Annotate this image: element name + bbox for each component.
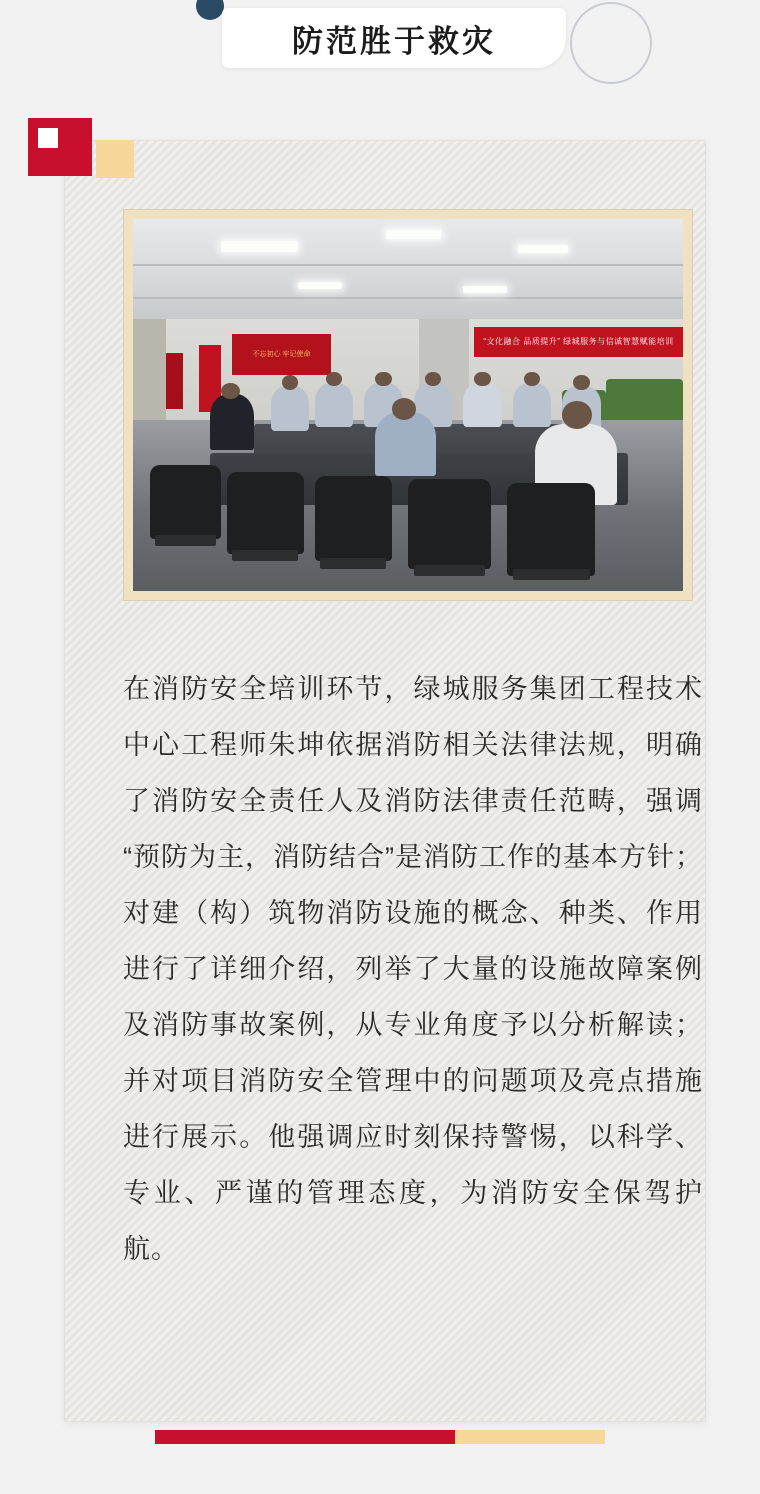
decorative-red-square [28, 118, 92, 176]
footer-yellow-bar [455, 1430, 605, 1444]
photo-person [210, 394, 254, 450]
photo-person-head [375, 372, 392, 387]
photo-red-flag [166, 353, 183, 409]
photo-wall-sign: 不忘初心 牢记使命 [232, 334, 331, 375]
photo-frame [123, 209, 693, 601]
page-footer [0, 1430, 760, 1448]
photo-chair [227, 472, 304, 554]
page-title: 防范胜于救灾 [292, 23, 496, 59]
photo-person-head [573, 375, 590, 390]
decorative-ring-icon [570, 2, 652, 84]
footer-red-bar [155, 1430, 455, 1444]
decorative-blue-dot-icon [196, 0, 224, 20]
decorative-yellow-square [96, 140, 134, 178]
photo-person-head [474, 372, 491, 387]
page-header [0, 0, 760, 95]
photo-person [513, 383, 552, 428]
photo-chair [150, 465, 222, 539]
photo-chair-leg [513, 569, 590, 580]
photo-ceiling-light [518, 245, 568, 253]
header-title-plate [222, 8, 566, 68]
photo-chair-leg [155, 535, 216, 546]
photo-chair [507, 483, 595, 576]
photo-person [375, 412, 436, 475]
photo-person-head [392, 398, 417, 420]
photo-chair-leg [232, 550, 298, 561]
photo-chair [315, 476, 392, 562]
photo-person-head [282, 375, 299, 390]
photo-wall-column [133, 319, 166, 419]
content-card [64, 140, 706, 1422]
photo-ceiling-line [133, 297, 683, 299]
photo-banner-text: “文化融合 品质提升” 绿城服务与信诚智慧赋能培训 [474, 327, 683, 357]
article-paragraph: 在消防安全培训环节，绿城服务集团工程技术中心工程师朱坤依据消防相关法律法规，明确了消防安全责任人及消防法律责任范畴，强调“预防为主，消防结合”是消防工作的基本方针；对建（构）筑物消防设施的概念、种类、作用进行了详细介绍，列举了大量的设施故障案例及消防事故案例，从专业角度予以分析解读；并对项目消防安全管理中的问题项及亮点措施进行展示。他强调应时刻保持警惕，以科学、专业、严谨的管理态度，为消防安全保驾护航。 [123, 674, 703, 1264]
photo-person [271, 386, 310, 431]
photo-ceiling-light [386, 230, 441, 239]
decorative-red-square-inner [38, 128, 58, 148]
photo-chair-leg [320, 558, 386, 569]
photo-ceiling-light [463, 286, 507, 293]
photo-ceiling-line [133, 264, 683, 266]
photo-chair [408, 479, 491, 568]
photo-chair-leg [414, 565, 486, 576]
photo-person [463, 383, 502, 428]
content-card-wrapper [28, 118, 732, 1448]
meeting-photo [133, 219, 683, 591]
photo-ceiling-light [298, 282, 342, 289]
photo-person [315, 383, 354, 428]
photo-ceiling-light [221, 241, 298, 252]
